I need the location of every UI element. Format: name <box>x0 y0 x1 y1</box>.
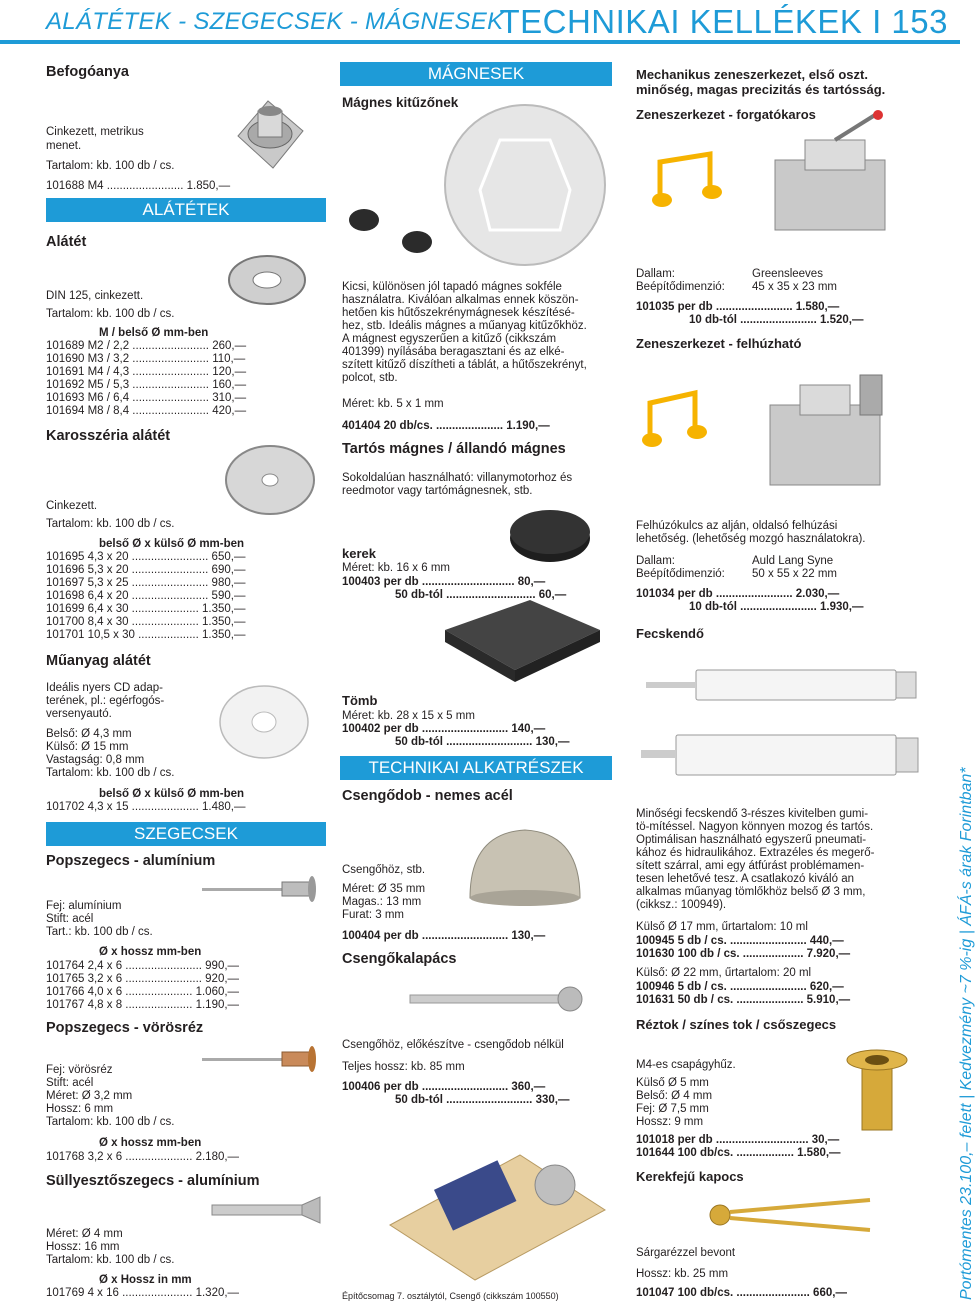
pop-al-title: Popszegecs - alumínium <box>46 853 216 869</box>
fecs-desc-line: (cikksz.: 100949). <box>636 899 727 911</box>
pop-vr-column-head: Ø x hossz mm-ben <box>99 1137 202 1149</box>
badge-magnet-image <box>440 100 610 270</box>
spec-line: Tart.: kb. 100 db / cs. <box>46 926 153 938</box>
mech-title-2: minőség, magas precizitás és tartósság. <box>636 82 886 97</box>
music-note-icon <box>640 385 720 455</box>
bell-hammer-image <box>400 975 600 1025</box>
price-row: 101700 8,4 x 30 ..................... 1.350,— <box>46 616 246 628</box>
price-row: 101693 M6 / 6,4 ........................ 310,— <box>46 392 247 404</box>
price-row: 100946 5 db / cs. ........................ 620,— <box>636 981 844 993</box>
kar-content: Tartalom: kb. 100 db / cs. <box>46 518 175 530</box>
csengo-desc: Csengőhöz, stb. <box>342 864 426 876</box>
befogo-content: Tartalom: kb. 100 db / cs. <box>46 160 175 172</box>
price-row: 101768 3,2 x 6 ..................... 2.180,— <box>46 1151 240 1163</box>
price-row: 401404 20 db/cs. ..................... 1.190,— <box>342 420 550 432</box>
spec-line: Tartalom: kb. 100 db / cs. <box>46 1116 175 1128</box>
price-row: 101630 100 db / cs. ................... 7.920,— <box>636 948 851 960</box>
tartos-desc-line: reedmotor vagy tartómágnesnek, stb. <box>342 485 533 497</box>
beep-label: Beépítődimenzió: <box>636 281 725 293</box>
befogo-desc-1: Cinkezett, metrikus <box>46 126 144 138</box>
kalap-length: Teljes hossz: kb. 85 mm <box>342 1061 465 1073</box>
kalap-title: Csengőkalapács <box>342 951 457 967</box>
brass-sleeve-image <box>840 1040 920 1140</box>
kerek-size: Méret: kb. 16 x 6 mm <box>342 562 451 574</box>
dallam-value: Greensleeves <box>752 268 823 280</box>
price-row: 101644 100 db/cs. .................. 1.580,— <box>636 1147 841 1159</box>
din-desc: DIN 125, cinkezett. <box>46 290 144 302</box>
side-note: Portómentes 23.100,– felett | Kedvezmény ~7 %-ig | ÁFÁ-s árak Forintban* <box>958 767 975 1300</box>
spec-line: Fej: vörösréz <box>46 1064 113 1076</box>
mu-desc-2: terének, pl.: egérfogós- <box>46 695 165 707</box>
mu-desc-1: Ideális nyers CD adap- <box>46 682 163 694</box>
magnes-size: Méret: kb. 5 x 1 mm <box>342 398 444 410</box>
price-row: 101769 4 x 16 ...................... 1.320,— <box>46 1287 240 1299</box>
price-row: 100406 per db ........................... 360,— <box>342 1081 546 1093</box>
section-band-magnesek: MÁGNESEK <box>340 62 612 86</box>
magnes-desc-line: polcot, stb. <box>342 372 398 384</box>
section-band-technikai: TECHNIKAI ALKATRÉSZEK <box>340 756 612 780</box>
dallam-value: Auld Lang Syne <box>752 555 834 567</box>
spec-line: Külső: Ø 15 mm <box>46 741 129 753</box>
price-row: 50 db-tól ........................... 330,— <box>395 1094 570 1106</box>
price-row: 101764 2,4 x 6 ........................ 990,— <box>46 960 240 972</box>
crank-music-box-image <box>745 110 915 260</box>
magnes-desc-line: szített kitűző díszítheti a táblát, a hűtőszekrényt, <box>342 359 587 371</box>
spec-line: Méret: Ø 35 mm <box>342 883 426 895</box>
tartos-title: Tartós mágnes / állandó mágnes <box>342 441 566 457</box>
reztok-desc: M4-es csapágyhűz. <box>636 1059 736 1071</box>
mech-title-1: Mechanikus zeneszerkezet, első oszt. <box>636 67 868 82</box>
countersunk-rivet-image <box>210 1195 330 1225</box>
din-content: Tartalom: kb. 100 db / cs. <box>46 308 175 320</box>
kar-column-head: belső Ø x külső Ø mm-ben <box>99 538 245 550</box>
kerekfeju-length: Hossz: kb. 25 mm <box>636 1268 729 1280</box>
price-row: 10 db-tól ........................ 1.930,— <box>689 601 864 613</box>
price-row: 101688 M4 ........................ 1.850,— <box>46 180 231 192</box>
dallam-label: Dallam: <box>636 268 675 280</box>
price-row: 101696 5,3 x 20 ........................ 690,— <box>46 564 246 576</box>
music-note-icon <box>650 150 740 210</box>
magnes-desc-line: A mágnest egyszerűen a kitűző (cikkszám <box>342 333 557 345</box>
fecs-desc-line: kához és hidraulikához. Extrazéles és megerő- <box>636 847 875 859</box>
fecs-desc-line: tesen lehetővé tesz. A csatlakozó kiváló an <box>636 873 854 885</box>
fecs-desc-line: sített szárral, ami egy átfúrást problémamen- <box>636 860 865 872</box>
price-row: 101767 4,8 x 8 ..................... 1.190,— <box>46 999 240 1011</box>
price-row: 10 db-tól ........................ 1.520,— <box>689 314 864 326</box>
pop-vr-title: Popszegecs - vörösréz <box>46 1020 204 1036</box>
spec-line: Tartalom: kb. 100 db / cs. <box>46 767 175 779</box>
fecs-desc-line: alkalmas műanyag tömlőkhöz belső Ø 3 mm, <box>636 886 866 898</box>
mu-desc-3: versenyautó. <box>46 708 112 720</box>
reztok-title: Réztok / színes tok / csőszegecs <box>636 1017 837 1032</box>
price-row: 101766 4,0 x 6 ..................... 1.060,— <box>46 986 240 998</box>
price-row: 100402 per db ........................... 140,— <box>342 723 546 735</box>
kerekfeju-desc: Sárgarézzel bevont <box>636 1247 736 1259</box>
price-row: 100404 per db ........................... 130,— <box>342 930 546 942</box>
plastic-washer-image <box>214 680 314 765</box>
paper-fastener-image <box>700 1190 880 1240</box>
spec-line: Méret: Ø 4 mm <box>46 1228 123 1240</box>
dallam-label: Dallam: <box>636 555 675 567</box>
fecs-size-2: Külső: Ø 22 mm, űrtartalom: 20 ml <box>636 967 812 979</box>
kalap-desc: Csengőhöz, előkészítve - csengődob nélkül <box>342 1039 564 1051</box>
pop-al-column-head: Ø x hossz mm-ben <box>99 946 202 958</box>
insert-nut-image <box>218 76 318 176</box>
spec-line: Hossz: 6 mm <box>46 1103 114 1115</box>
kerekfeju-title: Kerekfejű kapocs <box>636 1169 744 1184</box>
price-row: 101694 M8 / 8,4 ........................ 420,— <box>46 405 247 417</box>
section-band-szegecsek: SZEGECSEK <box>46 822 326 846</box>
felhuzo-desc-line: Felhúzókulcs az alján, oldalsó felhúzási <box>636 520 838 532</box>
sully-title: Süllyesztőszegecs - alumínium <box>46 1173 260 1189</box>
magnes-desc-line: Kicsi, különösen jól tapadó mágnes sokféle <box>342 281 562 293</box>
spec-line: Fej: Ø 7,5 mm <box>636 1103 709 1115</box>
copper-rivet-image <box>200 1040 330 1080</box>
befogo-title: Befogóanya <box>46 64 129 80</box>
price-row: 101689 M2 / 2,2 ........................ 260,— <box>46 340 247 352</box>
fecs-desc-line: tö-mítéssel. Nagyon könnyen mozog és tartós. <box>636 821 874 833</box>
price-row: 101695 4,3 x 20 ........................ 650,— <box>46 551 246 563</box>
spec-line: Magas.: 13 mm <box>342 896 422 908</box>
price-row: 101034 per db ........................ 2.030,— <box>636 588 840 600</box>
price-row: 101701 10,5 x 30 ................... 1.350,— <box>46 629 246 641</box>
fecskendo-title: Fecskendő <box>636 626 704 641</box>
spec-line: Külső Ø 5 mm <box>636 1077 709 1089</box>
spec-line: Hossz: 16 mm <box>46 1241 120 1253</box>
price-row: 101691 M4 / 4,3 ........................ 120,— <box>46 366 247 378</box>
spec-line: Stift: acél <box>46 1077 94 1089</box>
magnes-desc-line: használatra. Kiválóan alkalmas ennek köszön- <box>342 294 579 306</box>
felhuzo-desc-line: lehetőség. (lehetőség mozgó használatokra). <box>636 533 866 545</box>
fecs-size-1: Külső Ø 17 mm, űrtartalom: 10 ml <box>636 921 808 933</box>
price-row: 101698 6,4 x 20 ........................ 590,— <box>46 590 246 602</box>
price-row: 101047 100 db/cs. ....................... 660,— <box>636 1287 847 1299</box>
spec-line: Tartalom: kb. 100 db / cs. <box>46 1254 175 1266</box>
magnet-discs-image <box>342 190 452 270</box>
price-row: 101631 50 db / cs. ..................... 5.910,— <box>636 994 851 1006</box>
price-row: 101018 per db ............................. 30,— <box>636 1134 840 1146</box>
price-row: 50 db-tól ............................ 60,— <box>395 589 567 601</box>
price-row: 101035 per db ........................ 1.580,— <box>636 301 840 313</box>
muanyag-title: Műanyag alátét <box>46 653 151 669</box>
syringe-image <box>636 660 926 795</box>
kar-desc: Cinkezett. <box>46 500 98 512</box>
price-row: 101697 5,3 x 25 ........................ 980,— <box>46 577 246 589</box>
fecs-desc-line: Minőségi fecskendő 3-részes kivitelben gumi- <box>636 808 869 820</box>
beep-value: 50 x 55 x 22 mm <box>752 568 838 580</box>
alatet-title: Alátét <box>46 234 87 250</box>
spec-line: Vastagság: 0,8 mm <box>46 754 145 766</box>
magnes-desc-line: hez, stb. Ideális mágnes a műanyag kitűzőkhöz. <box>342 320 587 332</box>
befogo-desc-2: menet. <box>46 140 82 152</box>
tartos-desc-line: Sokoldalúan használható: villanymotorhoz és <box>342 472 573 484</box>
price-row: 101692 M5 / 5,3 ........................ 160,— <box>46 379 247 391</box>
csengo-title: Csengődob - nemes acél <box>342 788 513 804</box>
price-row: 101765 3,2 x 6 ........................ 920,— <box>46 973 240 985</box>
price-row: 50 db-tól ........................... 130,— <box>395 736 570 748</box>
bell-kit-image <box>380 1115 610 1285</box>
rivet-image <box>200 870 330 910</box>
spec-line: Furat: 3 mm <box>342 909 404 921</box>
magnes-desc-line: 401399) nyílásába beragasztani és az elké- <box>342 346 565 358</box>
kerek-title: kerek <box>342 546 376 561</box>
mu-column-head: belső Ø x külső Ø mm-ben <box>99 788 245 800</box>
din-column-head: M / belső Ø mm-ben <box>99 327 209 339</box>
forgato-title: Zeneszerkezet - forgatókaros <box>636 107 816 122</box>
spec-line: Belső: Ø 4 mm <box>636 1090 713 1102</box>
washer-image <box>222 250 312 310</box>
tomb-size: Méret: kb. 28 x 15 x 5 mm <box>342 710 475 722</box>
felhuzo-title: Zeneszerkezet - felhúzható <box>636 336 802 351</box>
beep-label: Beépítődimenzió: <box>636 568 725 580</box>
magnes-desc-line: hetően kis hűtőszekrénymágnesek készítésé- <box>342 307 575 319</box>
spec-line: Méret: Ø 3,2 mm <box>46 1090 133 1102</box>
page-header <box>0 0 960 44</box>
image-caption: Építőcsomag 7. osztálytól, Csengő (cikkszám 100550) <box>342 1291 559 1301</box>
price-row: 101702 4,3 x 15 ..................... 1.480,— <box>46 801 246 813</box>
price-row: 101699 6,4 x 30 ..................... 1.350,— <box>46 603 246 615</box>
karosszeria-title: Karosszéria alátét <box>46 428 171 444</box>
spec-line: Stift: acél <box>46 913 94 925</box>
header-page-title: TECHNIKAI KELLÉKEK I 153 <box>499 3 948 40</box>
price-row: 100403 per db ............................. 80,— <box>342 576 546 588</box>
price-row: 100945 5 db / cs. ........................ 440,— <box>636 935 844 947</box>
spec-line: Fej: alumínium <box>46 900 122 912</box>
fecs-desc-line: Optimálisan használható egyszerű pneumati- <box>636 834 867 846</box>
section-band-alatetek: ALÁTÉTEK <box>46 198 326 222</box>
spec-line: Belső: Ø 4,3 mm <box>46 728 132 740</box>
body-washer-image <box>220 440 320 520</box>
beep-value: 45 x 35 x 23 mm <box>752 281 838 293</box>
round-magnet-image <box>500 498 600 568</box>
bell-dome-image <box>460 818 590 908</box>
magnes-title: Mágnes kitűzőnek <box>342 95 459 110</box>
block-magnet-image <box>430 590 610 690</box>
sully-column-head: Ø x Hossz in mm <box>99 1274 192 1286</box>
price-row: 101690 M3 / 3,2 ........................ 110,— <box>46 353 246 365</box>
spec-line: Hossz: 9 mm <box>636 1116 704 1128</box>
tomb-title: Tömb <box>342 693 378 708</box>
windup-music-box-image <box>730 355 920 505</box>
header-section-title: ALÁTÉTEK - SZEGECSEK - MÁGNESEK <box>46 8 504 35</box>
